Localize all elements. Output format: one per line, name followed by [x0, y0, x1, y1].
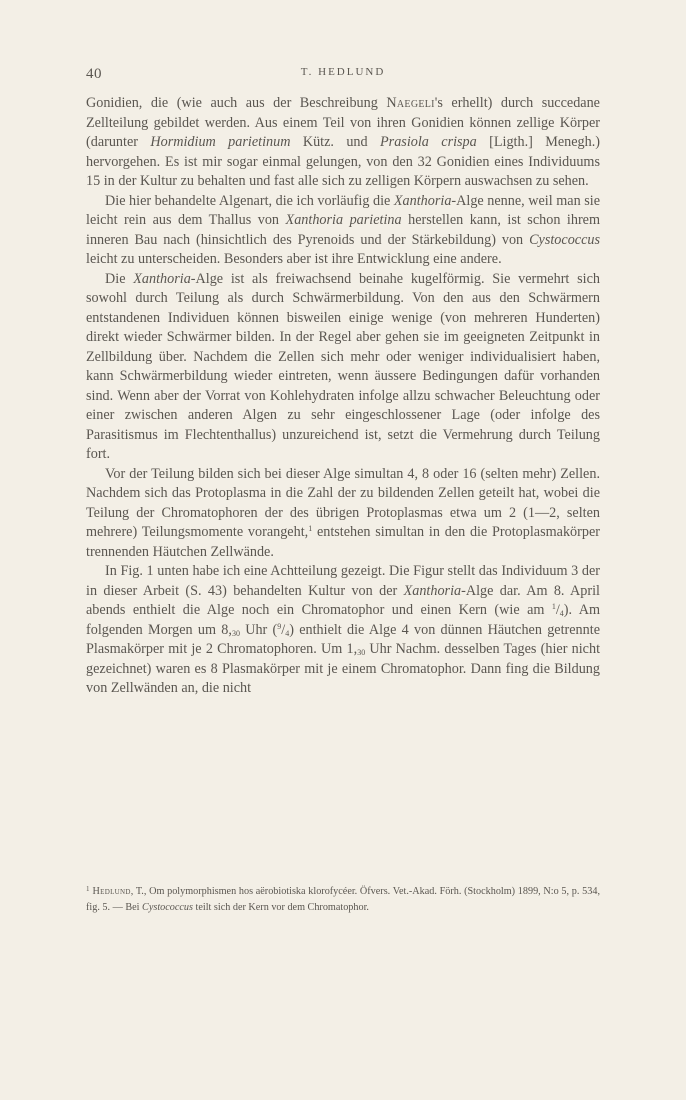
- time-minutes: 30: [357, 648, 366, 657]
- date-fraction: $^1/_4$: [551, 602, 564, 618]
- species-name: Hormidium parietinum: [150, 134, 291, 150]
- page-number: 40: [86, 66, 102, 82]
- paragraph-5: In Fig. 1 unten habe ich eine Achtteilung gezeigt. Die Figur stellt das Individuum 3 der in dieser Arbeit (S. 43) behandelten Kultur von der Xanthoria-Alge dar. Am 8. April abends enthielt die Alge noch ein Chromatophor und einen Kern (wie am $^1/_4$). Am folgenden Morgen um $8,_{30}$ Uhr $(^9/_4)$ enthielt die Alge 4 von dünnen Häutchen getrennte Plasmakörper mit je 2 Chromatophoren. Um $1,_{30}$ Uhr Nachm. desselben Tages (hier nicht gezeichnet) waren es 8 Plasmakörper mit je einem Chromatophor. Dann fing die Bildung von Zellwänden an, die nicht: [86, 563, 601, 696]
- species-name: Xanthoria: [133, 270, 191, 287]
- author-name: Naegeli: [386, 95, 435, 111]
- species-name: Cystococcus: [142, 901, 193, 913]
- footnote-reference[interactable]: 1: [308, 524, 313, 533]
- date-fraction: $^9/_4$: [277, 621, 290, 638]
- paragraph-2: Die hier behandelte Algenart, die ich vorläufig die Xanthoria-Alge nenne, weil man sie leicht rein aus dem Thallus von Xanthoria parietina herstellen kann, ist schon ihrem inneren Bau nach (hinsichtlich des Pyrenoids und der Stärkebildung) von Cystococcus leicht zu unterscheiden. Besonders aber ist ihre Entwicklung eine andere.: [86, 192, 601, 267]
- footnote-mark: 1: [86, 885, 90, 893]
- footnote-author: Hedlund: [92, 886, 131, 897]
- species-name: Cystococcus: [529, 231, 600, 248]
- species-name: Xanthoria: [403, 582, 462, 599]
- footnote: $^1$ Hedlund, T., Om polymorphismen hos aërobiotiska klorofycéer. Öfvers. Vet.-Akad. Förh. (Stockholm) 1899, N:o 5, p. 534, fig. 5. — Bei Cystococcus teilt sich der Kern vor dem Chromatophor.: [86, 885, 600, 913]
- species-name: Xanthoria parietina: [285, 212, 402, 228]
- paragraph-1: Gonidien, die (wie auch aus der Beschreibung Naegeli's erhellt) durch succedane Zellteilung gebildet werden. Aus einem Teil von ihren Gonidien können zellige Körper (darunter Hormidium parietinum Kütz. und Prasiola crispa [Ligth.] Menegh.) hervorgehen. Es ist mir sogar einmal gelungen, von den 32 Gonidien eines Individuums 15 in der Kultur zu behalten und fast alle sich zu zelligen Körpern auswachsen zu sehen.: [86, 95, 601, 189]
- species-name: Xanthoria: [393, 192, 452, 209]
- body-text: [86, 94, 600, 699]
- paragraph-3: Die Xanthoria-Alge ist als freiwachsend beinahe kugelförmig. Sie vermehrt sich sowohl durch Teilung als durch Schwärmerbildung. Von den aus den Schwärmern entstandenen Individuen können bisweilen einige wenige (von mehreren Hunderten) direkt wieder Schwärmer bilden. In der Regel aber gehen sie im geeigneten Zeitpunkt in Zellbildung über. Nachdem die Zellen sich mehr oder weniger individualisiert haben, kann Schwärmerbildung wieder eintreten, wenn äussere Bedingungen dafür vorhanden sind. Wenn aber der Vorrat von Kohlehydraten infolge allzu schwacher Beleuchtung oder einer zwischen anderen Algen zu sehr eingeschlossener Lage (oder infolge des Parasitismus im Flechtenthallus) unzureichend ist, setzt die Vermehrung durch Teilung fort.: [86, 270, 600, 462]
- paragraph-4: Vor der Teilung bilden sich bei dieser Alge simultan 4, 8 oder 16 (selten mehr) Zellen. Nachdem sich das Protoplasma in die Zahl der zu bildenden Zellen geteilt hat, wobei die Teilung der Chromatophoren der des übrigen Protoplasmas etwa um 2 (1—2, selten mehrere) Teilungsmomente vorangeht,$^1$ entstehen simultan in den die Protoplasmakörper trennenden Häutchen Zellwände.: [86, 465, 600, 560]
- running-head: T. HEDLUND: [300, 66, 386, 78]
- species-name: Prasiola crispa: [380, 134, 477, 150]
- time-minutes: 30: [231, 628, 240, 638]
